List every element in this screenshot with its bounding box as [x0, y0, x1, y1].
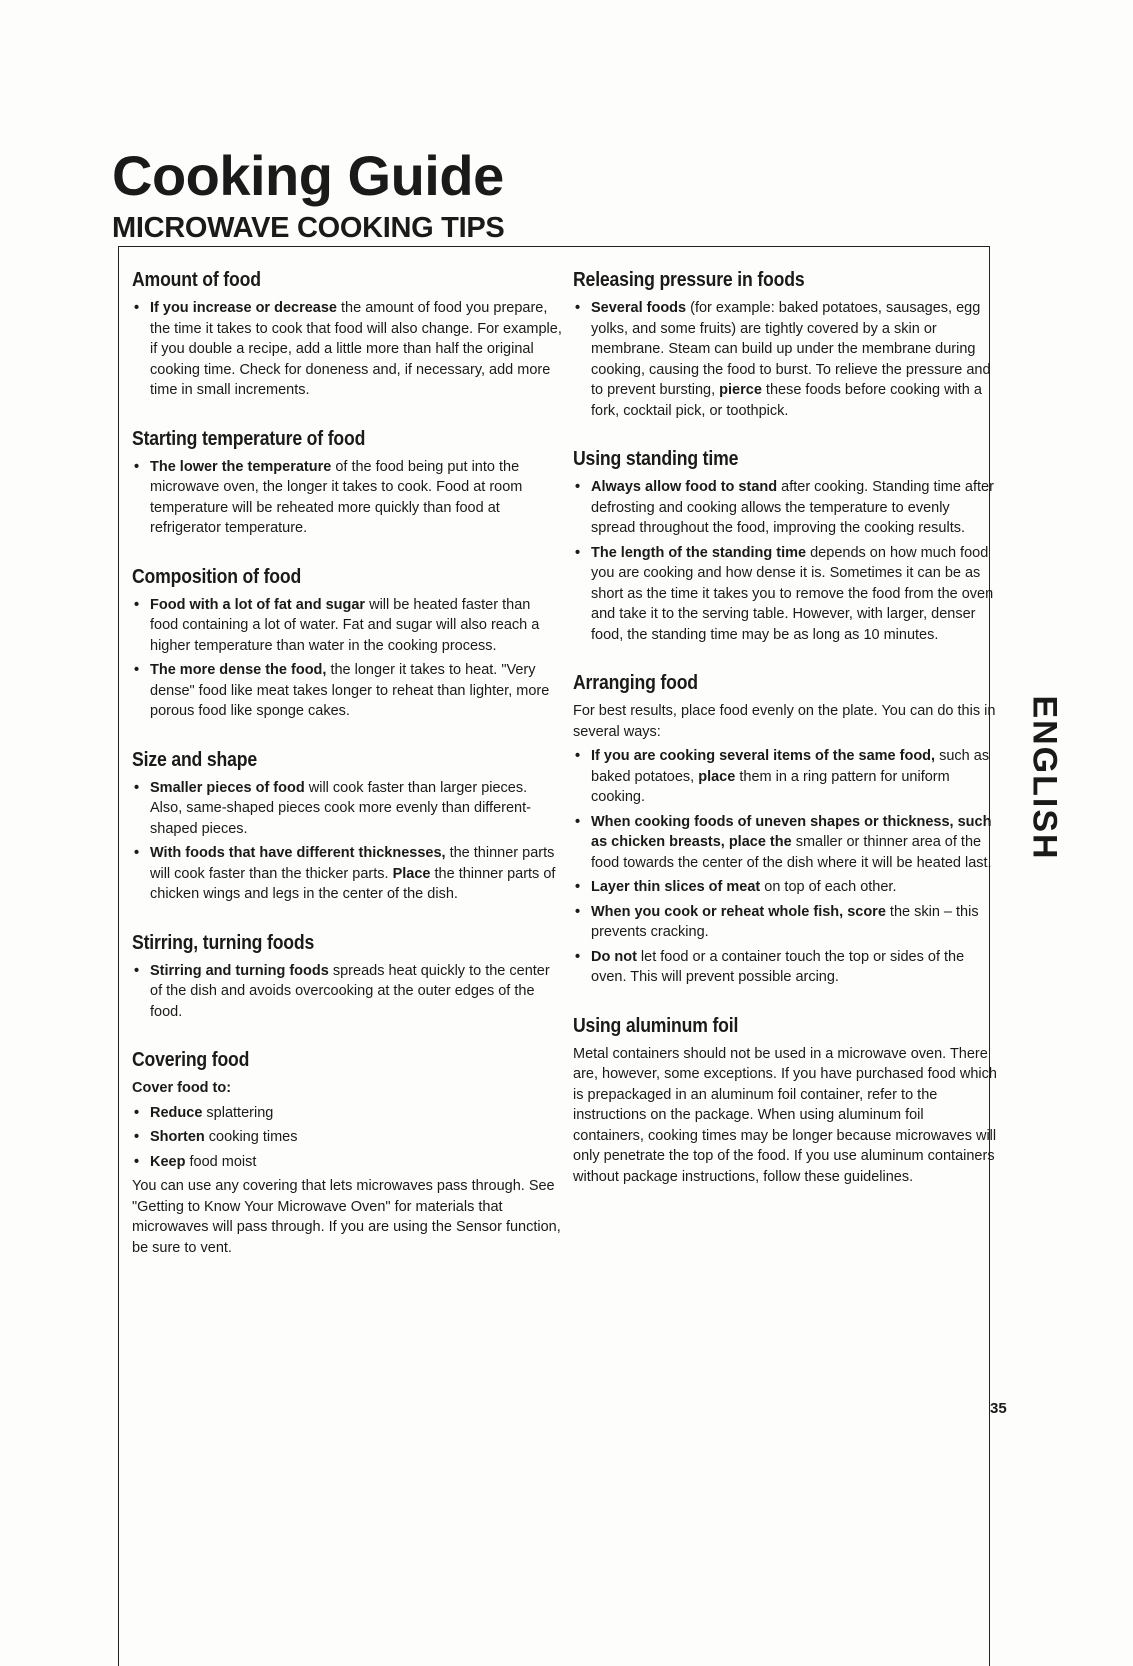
bullet-item: • When you cook or reheat whole fish, score the skin – this prevents cracking. — [573, 902, 998, 943]
page-title: Cooking Guide — [112, 144, 504, 207]
section-starting-temperature — [132, 427, 562, 539]
language-side-tab — [1022, 680, 1066, 876]
bullet-item: • Several foods (for example: baked potatoes, sausages, egg yolks, and some fruits) are tightly covered by a skin or membrane. Steam can build up under the membrane during cooking, causing the food to burst. To relieve the pressure and to prevent bursting, pierce these foods before cooking with a fork, cocktail pick, or toothpick. — [573, 298, 998, 421]
left-column — [132, 268, 562, 1284]
section-amount-of-food — [132, 268, 562, 401]
section-arranging-food — [573, 671, 998, 988]
section-heading: Using aluminum foil — [573, 1013, 739, 1037]
section-size-and-shape — [132, 748, 562, 905]
aluminum-paragraph: Metal containers should not be used in a microwave oven. There are, however, some exceptions. If you have purchased food which is prepackaged in an aluminum foil container, refer to the instructions on the package. When using aluminum foil containers, cooking times may be longer because microwaves will only penetrate the top of the food. If you use aluminum containers without package instructions, follow these guidelines. — [573, 1045, 997, 1185]
bullet-item: • The lower the temperature of the food being put into the microwave oven, the longer it takes to cook. Food at room temperature will be reheated more quickly than food at refrigerator temperature. — [132, 457, 562, 539]
section-releasing-pressure — [573, 268, 998, 421]
bullet-item: • Do not let food or a container touch the top or sides of the oven. This will prevent possible arcing. — [573, 947, 998, 988]
bullet-item: • With foods that have different thicknesses, the thinner parts will cook faster than the thicker parts. Place the thinner parts of chicken wings and legs in the center of the dish. — [132, 843, 562, 905]
section-stirring — [132, 931, 562, 1023]
covering-lead: Cover food to: — [132, 1080, 232, 1096]
language-label: ENGLISH — [1025, 695, 1064, 861]
section-standing-time — [573, 447, 998, 645]
section-heading: Amount of food — [132, 268, 261, 291]
bullet-item: • Stirring and turning foods spreads heat quickly to the center of the dish and avoids overcooking at the outer edges of the food. — [132, 961, 562, 1023]
bullet-item: • If you are cooking several items of the same food, such as baked potatoes, place them in a ring pattern for uniform cooking. — [573, 746, 998, 808]
section-heading: Covering food — [132, 1048, 250, 1071]
page-subtitle: MICROWAVE COOKING TIPS — [112, 212, 505, 244]
right-column — [573, 268, 998, 1213]
section-heading: Using standing time — [573, 447, 739, 470]
section-heading: Releasing pressure in foods — [573, 268, 805, 291]
section-composition — [132, 565, 562, 722]
section-covering-food — [132, 1048, 562, 1258]
section-heading: Stirring, turning foods — [132, 930, 315, 954]
bullet-item: • When cooking foods of uneven shapes or thickness, such as chicken breasts, place the smaller or thinner area of the food towards the center of the dish where it will be heated last. — [573, 812, 998, 874]
section-heading: Size and shape — [132, 747, 257, 771]
section-heading: Starting temperature of food — [132, 426, 366, 450]
bullet-item: • Keep food moist — [132, 1152, 562, 1173]
section-heading: Composition of food — [132, 564, 302, 588]
bullet-item: • Shorten cooking times — [132, 1127, 562, 1148]
bullet-item: • If you increase or decrease the amount of food you prepare, the time it takes to cook that food will also change. For example, if you double a recipe, add a little more than half the original cooking time. Check for doneness and, if necessary, add more time in small increments. — [132, 298, 562, 401]
section-aluminum-foil — [573, 1014, 998, 1188]
page-number: 35 — [990, 1400, 1007, 1417]
bullet-item: • The more dense the food, the longer it takes to heat. "Very dense" food like meat takes longer to reheat than lighter, more porous food like sponge cakes. — [132, 660, 562, 722]
bullet-item: • The length of the standing time depends on how much food you are cooking and how dense it is. Sometimes it can be as short as the time it takes you to remove the food from the oven and take it to the serving table. However, with larger, denser food, the standing time may be as long as 10 minutes. — [573, 543, 998, 646]
bullet-item: • Smaller pieces of food will cook faster than larger pieces. Also, same-shaped pieces cook more evenly than different-shaped pieces. — [132, 778, 562, 840]
bullet-item: • Always allow food to stand after cooking. Standing time after defrosting and cooking allows the temperature to evenly spread throughout the food, improving the cooking results. — [573, 477, 998, 539]
bullet-item: • Food with a lot of fat and sugar will be heated faster than food containing a lot of water. Fat and sugar will also reach a higher temperature than water in the cooking process. — [132, 595, 562, 657]
bullet-item: • Layer thin slices of meat on top of each other. — [573, 877, 998, 898]
covering-paragraph: You can use any covering that lets microwaves pass through. See "Getting to Know Your Microwave Oven" for materials that microwaves will pass through. If you are using the Sensor function, be sure to vent. — [132, 1178, 561, 1256]
section-heading: Arranging food — [573, 671, 698, 694]
bullet-item: • Reduce splattering — [132, 1103, 562, 1124]
arranging-intro: For best results, place food evenly on the plate. You can do this in several ways: — [573, 703, 996, 740]
